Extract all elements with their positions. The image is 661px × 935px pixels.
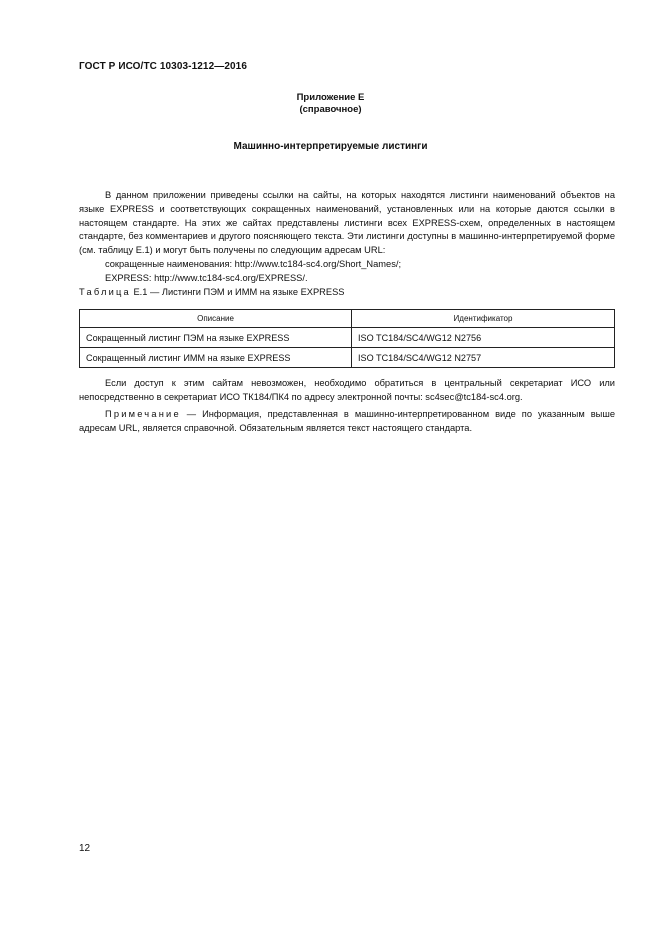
- table-row: [80, 348, 615, 368]
- table-caption: [79, 287, 345, 297]
- note-text: [79, 408, 615, 436]
- access-paragraph: [79, 377, 615, 405]
- note-body: — Информация, представленная в машинно-интерпретированном виде по указанным выше адресам URL, является справочной. Обязательным является текст настоящего стандарта.: [79, 409, 615, 433]
- table-caption-text: Е.1 — Листинги ПЭМ и ИММ на языке EXPRESS: [130, 287, 345, 297]
- column-header-description: Описание: [80, 310, 352, 328]
- table-cell-description: Сокращенный листинг ИММ на языке EXPRESS: [80, 348, 352, 368]
- page-number: 12: [79, 843, 91, 854]
- table-caption-label: Таблица: [79, 287, 131, 297]
- table-cell-identifier: ISO TC184/SC4/WG12 N2757: [352, 348, 615, 368]
- table-row: [80, 328, 615, 348]
- standard-header: ГОСТ Р ИСО/ТС 10303-1212—2016: [79, 61, 247, 72]
- annex-title: Приложение Е: [296, 92, 365, 103]
- note-label: Примечание: [105, 409, 181, 419]
- annex-subtitle: (справочное): [299, 104, 362, 115]
- note-paragraph: [79, 408, 615, 436]
- intro-paragraph: [79, 189, 615, 286]
- intro-text: В данном приложении приведены ссылки на сайты, на которых находятся листинги наименований объектов на языке EXPRESS и соответствующих сокращенных наименований, установленных или на которые даются ссылки в настоящем стандарте. На этих же сайтах представлены листинги всех EXPRESS-схем, определенных в настоящем стандарте, без комментариев и другого поясняющего текста. Эти листинги доступны в машинно-интерпретируемой форме (см. таблицу Е.1) и могут быть получены по следующим адресам URL:: [79, 190, 615, 256]
- column-header-identifier: Идентификатор: [352, 310, 615, 328]
- table-cell-description: Сокращенный листинг ПЭМ на языке EXPRESS: [80, 328, 352, 348]
- url-short-names: сокращенные наименования: http://www.tc184-sc4.org/Short_Names/;: [105, 258, 402, 269]
- access-text: Если доступ к этим сайтам невозможен, необходимо обратиться в центральный секретариат ИСО или непосредственно в секретариат ИСО ТК184/ПК4 по адресу электронной почты: sc4sec@tc184-sc4.org.: [79, 378, 615, 402]
- table-header-row: [80, 310, 615, 328]
- listings-table: [79, 309, 615, 368]
- section-title: Машинно-интерпретируемые листинги: [233, 141, 428, 152]
- table-cell-identifier: ISO TC184/SC4/WG12 N2756: [352, 328, 615, 348]
- url-express: EXPRESS: http://www.tc184-sc4.org/EXPRESS/.: [105, 272, 308, 283]
